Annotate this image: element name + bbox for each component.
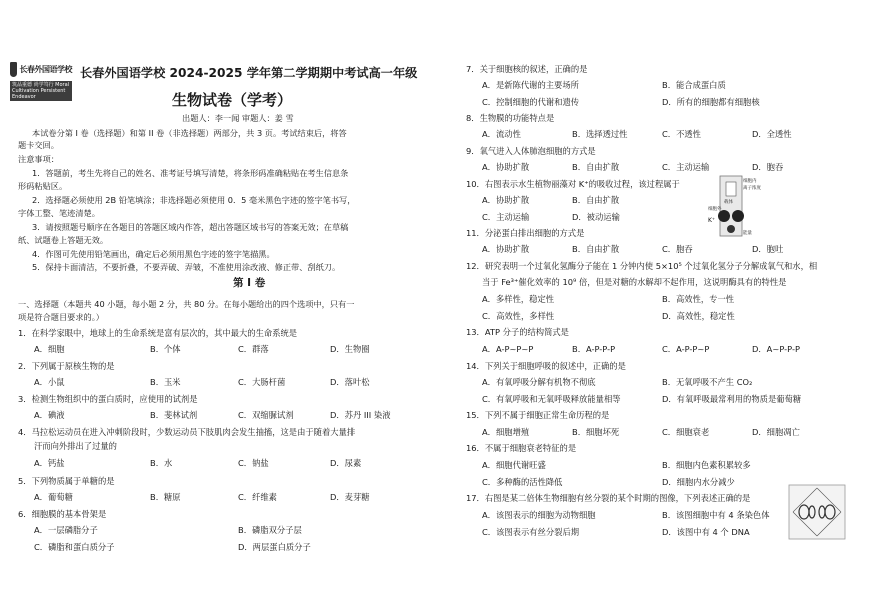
- notice-2a: 2．选择题必须使用 2B 铅笔填涂；非选择题必须使用 0．5 毫米黑色字迹的签字笔书写，: [32, 195, 356, 205]
- q13-option-b: B．A-P-P-P: [572, 344, 616, 354]
- notice-title: 注意事项：: [18, 154, 59, 164]
- q5-option-b: B．糖原: [150, 492, 181, 502]
- q15-option-b: B．细胞坏死: [572, 427, 620, 437]
- question-16-stem: 16．不属于细胞衰老特征的是: [466, 443, 577, 453]
- q1-option-d: D．生物圈: [330, 344, 370, 354]
- q10-membrane-figure: [706, 172, 761, 240]
- school-title: 长春外国语学校 2024-2025 学年第二学期期中考试高一年级: [80, 66, 418, 80]
- q1-option-a: A．细胞: [34, 344, 65, 354]
- q5-option-d: D．麦芽糖: [330, 492, 370, 502]
- q12-option-a: A．多样性，稳定性: [482, 294, 555, 304]
- q8-option-b: B．选择透过性: [572, 129, 628, 139]
- cell-boundary: [789, 485, 845, 539]
- q13-option-a: A．A-P~P~P: [482, 344, 534, 354]
- q10-option-a: A．协助扩散: [482, 195, 530, 205]
- q10-option-d: D．被动运输: [572, 212, 620, 222]
- school-logo: [10, 58, 72, 102]
- question-4-stem-2: 汗而向外排出了过量的: [34, 441, 117, 451]
- q6-option-c: C．磷脂和蛋白质分子: [34, 542, 115, 552]
- q15-option-a: A．细胞增殖: [482, 427, 530, 437]
- question-1-stem: 1．在科学家眼中，地球上的生命系统是富有层次的，其中最大的生命系统是: [18, 328, 298, 338]
- energy-dot: [727, 225, 735, 233]
- logo-text: 长春外国语学校: [19, 64, 72, 74]
- q13-option-c: C．A-P-P~P: [662, 344, 710, 354]
- q15-option-c: C．细胞衰老: [662, 427, 710, 437]
- fig-concentration-label: 离子浓度: [743, 186, 761, 191]
- q12-option-d: D．高效性，稳定性: [662, 311, 735, 321]
- q15-option-d: D．细胞凋亡: [752, 427, 800, 437]
- question-7-stem: 7．关于细胞核的叙述，正确的是: [466, 64, 588, 74]
- intro-line-2: 题卡交回。: [18, 140, 59, 150]
- q8-option-d: D．全透性: [752, 129, 792, 139]
- q8-option-a: A．流动性: [482, 129, 521, 139]
- fig-outside-label: 细胞外: [708, 207, 722, 212]
- q17-mitosis-figure: [788, 484, 846, 540]
- authors-line: 出题人：李一闻 审题人：姜 雪: [182, 113, 294, 123]
- q16-option-c: C．多种酶的活性降低: [482, 477, 563, 487]
- q12-option-b: B．高效性，专一性: [662, 294, 735, 304]
- q2-option-c: C．大肠杆菌: [238, 377, 286, 387]
- notice-4: 4．作图可先使用铅笔画出，确定后必须用黑色字迹的签字笔描黑。: [32, 249, 275, 259]
- q2-option-b: B．玉米: [150, 377, 181, 387]
- q10-option-b: B．自由扩散: [572, 195, 620, 205]
- question-8-stem: 8．生物膜的功能特点是: [466, 113, 555, 123]
- school-crest-icon: [10, 62, 17, 77]
- q11-option-c: C．胞吞: [662, 244, 693, 254]
- q6-option-b: B．磷脂双分子层: [238, 525, 302, 535]
- question-6-stem: 6．细胞膜的基本骨架是: [18, 509, 107, 519]
- q4-option-d: D．尿素: [330, 458, 362, 468]
- notice-3b: 纸、试题卷上答题无效。: [18, 235, 109, 245]
- q6-option-a: A．一层磷脂分子: [34, 525, 98, 535]
- question-2-stem: 2．下列属于原核生物的是: [18, 361, 115, 371]
- q9-option-d: D．胞吞: [752, 162, 784, 172]
- q17-option-d: D．该图中有 4 个 DNA: [662, 527, 750, 537]
- q2-option-d: D．落叶松: [330, 377, 370, 387]
- question-15-stem: 15．下列不属于细胞正常生命历程的是: [466, 410, 610, 420]
- q9-option-a: A．协助扩散: [482, 162, 530, 172]
- q14-option-c: C．有氧呼吸和无氧呼吸释放能量相等: [482, 394, 621, 404]
- q8-option-c: C．不透性: [662, 129, 701, 139]
- question-17-stem: 17．右图是某二倍体生物细胞有丝分裂的某个时期的图像，下列表述正确的是: [466, 493, 751, 503]
- q1-option-c: C．群落: [238, 344, 269, 354]
- question-5-stem: 5．下列物质属于单糖的是: [18, 476, 115, 486]
- question-9-stem: 9．氧气进入人体肺泡细胞的方式是: [466, 146, 596, 156]
- question-13-stem: 13．ATP 分子的结构简式是: [466, 327, 569, 337]
- q14-option-d: D．有氧呼吸最常利用的物质是葡萄糖: [662, 394, 802, 404]
- q16-option-a: A．细胞代谢旺盛: [482, 460, 546, 470]
- q7-option-d: D．所有的细胞都有细胞核: [662, 97, 760, 107]
- fig-inside-label: 细胞内: [743, 179, 757, 184]
- fig-ion-label: K⁺: [708, 217, 716, 224]
- section-title: 第 I 卷: [233, 277, 266, 289]
- question-12-stem: 12．研究表明一个过氧化氢酶分子能在 1 分钟内使 5×10⁵ 个过氧化氢分子分解成氧气和水，相: [466, 261, 818, 271]
- question-3-stem: 3．检测生物组织中的蛋白质时，应使用的试剂是: [18, 394, 198, 404]
- q17-option-b: B．该图细胞中有 4 条染色体: [662, 510, 770, 520]
- q11-option-d: D．胞吐: [752, 244, 784, 254]
- q16-option-b: B．细胞内色素积累较多: [662, 460, 751, 470]
- section-desc-1: 一、选择题（本题共 40 小题，每小题 2 分，共 80 分。在每小题给出的四个选项中，只有一: [18, 299, 355, 309]
- question-10-stem: 10．右图表示水生植物丽藻对 K⁺的吸收过程，该过程属于: [466, 179, 680, 189]
- q4-option-a: A．钙盐: [34, 458, 65, 468]
- q1-option-b: B．个体: [150, 344, 181, 354]
- q2-option-a: A．小鼠: [34, 377, 65, 387]
- fig-energy-label: 能量: [743, 231, 752, 236]
- question-11-stem: 11．分泌蛋白排出细胞的方式是: [466, 228, 585, 238]
- fig-carrier-label: 载体: [724, 200, 733, 205]
- subject-title: 生物试卷（学考）: [172, 91, 293, 109]
- q11-option-a: A．协助扩散: [482, 244, 530, 254]
- question-12-stem-2: 当于 Fe³⁺催化效率的 10⁹ 倍，但是对糖的水解却不起作用，这说明酶具有的特性是: [482, 277, 787, 287]
- intro-line-1: 本试卷分第 I 卷（选择题）和第 II 卷（非选择题）两部分，共 3 页。考试结束后，将答: [32, 128, 347, 138]
- q17-option-c: C．该图表示有丝分裂后期: [482, 527, 580, 537]
- section-desc-2: 项是符合题目要求的。）: [18, 312, 104, 322]
- q10-option-c: C．主动运输: [482, 212, 530, 222]
- carrier-label-box: [726, 182, 736, 196]
- q5-option-a: A．葡萄糖: [34, 492, 73, 502]
- notice-3a: 3．请按照题号顺序在各题目的答题区域内作答，超出答题区域书写的答案无效；在草稿: [32, 222, 349, 232]
- logo-motto: 筑品重德 尚学笃行 Moral Cultivation Persistent Endeavor: [10, 81, 72, 101]
- q7-option-c: C．控制细胞的代谢和遗传: [482, 97, 580, 107]
- q3-option-c: C．双缩脲试剂: [238, 410, 294, 420]
- q4-option-b: B．水: [150, 458, 173, 468]
- notice-1a: 1．答题前，考生先将自己的姓名、准考证号填写清楚，将条形码准确粘贴在考生信息条: [32, 168, 349, 178]
- notice-2b: 字体工整、笔迹清楚。: [18, 208, 100, 218]
- q14-option-a: A．有氧呼吸分解有机物不彻底: [482, 377, 596, 387]
- q9-option-b: B．自由扩散: [572, 162, 620, 172]
- q12-option-c: C．高效性，多样性: [482, 311, 555, 321]
- notice-5: 5．保持卡面清洁，不要折叠，不要弄破、弄皱，不准使用涂改液、修正带、刮纸刀。: [32, 262, 341, 272]
- q7-option-a: A．是新陈代谢的主要场所: [482, 80, 579, 90]
- q14-option-b: B．无氧呼吸不产生 CO₂: [662, 377, 753, 387]
- q3-option-a: A．碘液: [34, 410, 65, 420]
- q17-option-a: A．该图表示的细胞为动物细胞: [482, 510, 596, 520]
- q16-option-d: D．细胞内水分减少: [662, 477, 735, 487]
- q7-option-b: B．能合成蛋白质: [662, 80, 726, 90]
- q6-option-d: D．两层蛋白质分子: [238, 542, 311, 552]
- q9-option-c: C．主动运输: [662, 162, 710, 172]
- q4-option-c: C．钠盐: [238, 458, 269, 468]
- notice-1b: 形码粘贴区。: [18, 181, 68, 191]
- q11-option-b: B．自由扩散: [572, 244, 620, 254]
- question-14-stem: 14．下列关于细胞呼吸的叙述中，正确的是: [466, 361, 626, 371]
- question-4-stem: 4．马拉松运动员在进入冲刺阶段时，少数运动员下肢肌肉会发生抽搐，这是由于随着大量排: [18, 427, 356, 437]
- q3-option-d: D．苏丹 III 染液: [330, 410, 391, 420]
- q3-option-b: B．斐林试剂: [150, 410, 198, 420]
- carrier-protein-right: [732, 210, 744, 222]
- q13-option-d: D．A~P-P-P: [752, 344, 800, 354]
- q5-option-c: C．纤维素: [238, 492, 277, 502]
